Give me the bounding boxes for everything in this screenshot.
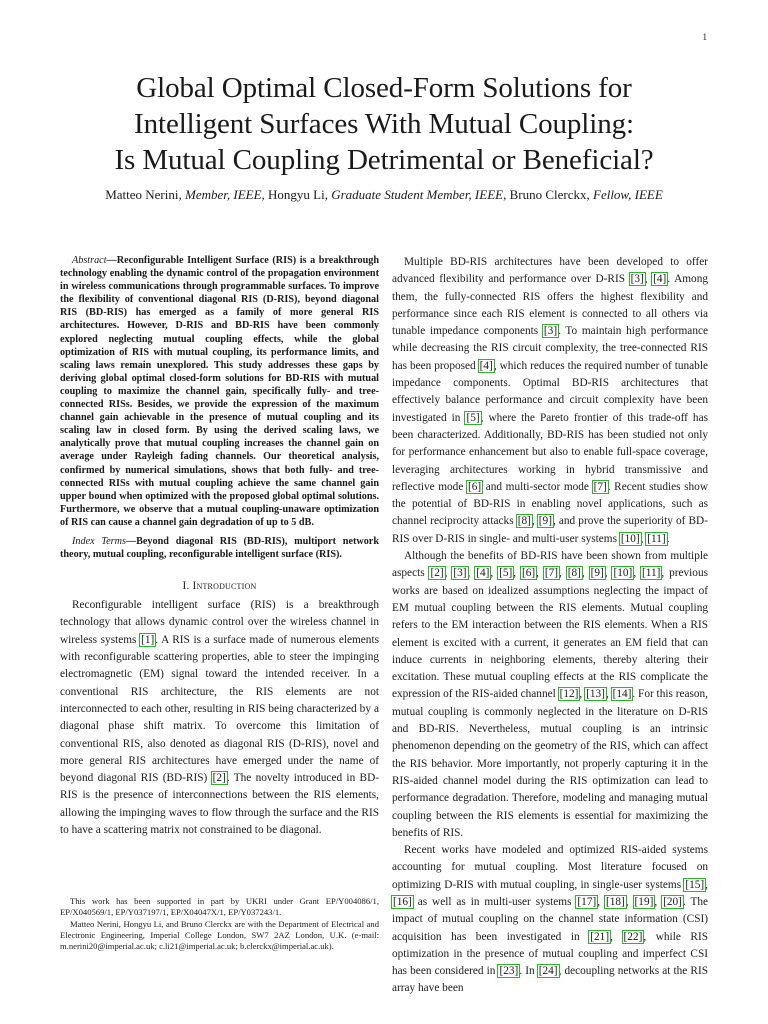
citation-link[interactable]: [4] bbox=[479, 359, 493, 372]
citation-link[interactable]: [5] bbox=[466, 411, 480, 424]
citation-link[interactable]: [24] bbox=[538, 965, 558, 978]
index-terms-text: —Beyond diagonal RIS (BD-RIS), multiport network theory, mutual coupling, reconfigurable intelligent surface (RIS). bbox=[60, 535, 379, 561]
citation-link[interactable]: [21] bbox=[590, 930, 610, 943]
separator: , bbox=[444, 567, 453, 580]
separator: , bbox=[513, 567, 521, 580]
citation-link[interactable]: [7] bbox=[593, 480, 607, 493]
citation-link[interactable]: [15] bbox=[685, 878, 705, 891]
page-number: 1 bbox=[702, 32, 707, 42]
author-3-role: Fellow, IEEE bbox=[593, 187, 663, 202]
separator: , bbox=[654, 895, 663, 908]
text-run: . The impact of mutual coupling on the channel state information (CSI) acquisition has been investigated in bbox=[392, 895, 709, 943]
citation-link[interactable]: [4] bbox=[476, 567, 490, 580]
citation-link[interactable]: [7] bbox=[544, 567, 559, 580]
title-line-3: Is Mutual Coupling Detrimental or Beneficial? bbox=[114, 144, 654, 176]
title-line-2: Intelligent Surfaces With Mutual Coupling: bbox=[134, 108, 634, 140]
section-title: Introduction bbox=[192, 580, 257, 593]
citation-link[interactable]: [13] bbox=[586, 688, 605, 701]
right-column bbox=[392, 254, 708, 998]
footnote-affiliation: Matteo Nerini, Hongyu Li, and Bruno Clerckx are with the Department of Electrical and Electronic Engineering, Imperial College London, SW7 2AZ London, U.K. (e-mail: m.nerini20@imperial.ac.uk; c.li21@imperial.ac.uk; b.clerckx@imperial.ac.uk). bbox=[60, 918, 379, 952]
citation-link[interactable]: [16] bbox=[393, 895, 412, 908]
section-number: I. bbox=[182, 580, 193, 593]
section-heading bbox=[60, 580, 379, 592]
abstract-text: —Reconfigurable Intelligent Surface (RIS) is a breakthrough technology enabling the dynamic control of the propagation environment in wireless communications through programmable surfaces. To improve the flexibility of conventional diagonal RIS (D-RIS), beyond diagonal RIS (BD-RIS) has emerged as a family of more general RIS architectures. However, D-RIS and BD-RIS have been commonly explored neglecting mutual coupling effects, while the global optimization of RIS with mutual coupling, its performance limits, and scaling laws remain unexplored. This study addresses these gaps by deriving global optimal closed-form solutions for BD-RIS with mutual coupling to maximize the channel gain, specifically fully- and tree-connected RISs. Besides, we provide the expression of the maximum channel gain achievable in the presence of mutual coupling and its scaling law in closed form. By using the derived scaling laws, we analytically prove that mutual coupling increases the channel gain on average under Rayleigh fading channels. Our theoretical analysis, confirmed by numerical simulations, shows that both fully- and tree-connected RISs with mutual coupling achieve the same channel gain upper bound when optimized with the proposed global optimal solutions. Furthermore, we observe that a mutual coupling-unaware optimization of RIS can cause a channel gain degradation of up to 5 dB. bbox=[60, 255, 379, 528]
separator: , bbox=[604, 567, 613, 580]
intro-text-3: . The novelty introduced in BD-RIS is the presence of interconnections between the RIS elements, allowing the impinging waves to flow through the surface and the RIS to have a scattering matrix not constrained to be diagonal. bbox=[60, 772, 379, 837]
citation-link[interactable]: [17] bbox=[577, 895, 597, 908]
separator: , bbox=[705, 878, 708, 891]
citation-link[interactable]: [5] bbox=[499, 567, 513, 580]
separator: , bbox=[633, 567, 641, 580]
index-terms-lead: Index Terms bbox=[72, 535, 126, 547]
citation-link[interactable]: [6] bbox=[467, 480, 482, 493]
right-paragraph-2 bbox=[392, 548, 708, 842]
right-paragraph-3 bbox=[392, 842, 708, 998]
text-run: Recent works have modeled and optimized RIS-aided systems accounting for mutual coupling. Most literature focused on optimizing D-RIS with mutual coupling, in single-user systems bbox=[392, 844, 708, 891]
citation-link[interactable]: [12] bbox=[559, 688, 579, 701]
citation-link[interactable]: [2] bbox=[212, 772, 226, 785]
separator: , bbox=[467, 567, 476, 580]
citation-link[interactable]: [9] bbox=[590, 567, 604, 580]
separator: , bbox=[559, 567, 567, 580]
intro-text-2: . A RIS is a surface made of numerous elements with reconfigurable scattering properties, able to steer the impinging electromagnetic (EM) signal toward the intended receiver. In a conventional RIS architecture, the RIS elements are not interconnected to each other, resulting in RIS being characterized by a diagonal phase shift matrix. To overcome this limitation of conventional RIS, also denoted as diagonal RIS (D-RIS), novel and more general RIS architectures have emerged under the name of beyond diagonal RIS (BD-RIS) bbox=[60, 633, 379, 785]
intro-text-1: Reconfigurable intelligent surface (RIS) is a breakthrough technology that allows dynamic control over the wireless channel in wireless systems bbox=[60, 599, 379, 646]
citation-link[interactable]: [11] bbox=[647, 532, 666, 545]
citation-link[interactable]: [8] bbox=[517, 515, 531, 528]
text-run: and multi-sector mode bbox=[482, 480, 593, 493]
text-run: , previous works are based on idealized assumptions neglecting the impact of EM mutual coupling between the RIS elements. Mutual coupling refers to the EM interaction between the RIS elements. When a RIS element is excited with a current, it generates an EM field that can induce currents in neighboring elements, thereby altering their excitation. These mutual coupling effects at the RIS complicate the expression of the RIS-aided channel bbox=[392, 567, 708, 701]
text-run: , bbox=[640, 532, 647, 545]
author-2-role: Graduate Student Member, IEEE bbox=[331, 187, 504, 202]
right-paragraph-1 bbox=[392, 254, 708, 548]
text-run: . Recent studies show the potential of BD-RIS in enabling novel applications, such as channel reciprocity attacks bbox=[392, 480, 708, 528]
citation-link[interactable]: [4] bbox=[653, 273, 667, 286]
text-run: . To maintain high performance while decreasing the RIS circuit complexity, the tree-connected RIS has been proposed bbox=[392, 325, 708, 372]
text-run: , bbox=[531, 515, 538, 528]
text-run: . bbox=[666, 532, 670, 545]
citation-link[interactable]: [10] bbox=[613, 567, 633, 580]
citation-link[interactable]: [10] bbox=[620, 532, 640, 545]
title-line-1: Global Optimal Closed-Form Solutions for bbox=[136, 72, 632, 104]
separator: , bbox=[581, 567, 590, 580]
citation-link[interactable]: [2] bbox=[430, 567, 444, 580]
index-terms bbox=[60, 535, 379, 561]
separator: , bbox=[536, 567, 544, 580]
paper-title bbox=[0, 70, 768, 178]
citation-link[interactable]: [9] bbox=[538, 515, 552, 528]
text-run: , where the Pareto frontier of this trade-off has been characterized. Additionally, BD-RIS has been studied not only for performance enhancement but also to enable full-space coverage, leveraging architectures working in hybrid transmissive and reflective mode bbox=[392, 411, 708, 493]
citation-link[interactable]: [11] bbox=[642, 567, 661, 580]
abstract-lead: Abstract bbox=[72, 255, 107, 266]
citation-link[interactable]: [19] bbox=[634, 895, 654, 908]
text-run: , and prove the superiority of BD-RIS over D-RIS in single- and multi-user systems bbox=[392, 515, 708, 545]
abstract bbox=[60, 254, 379, 529]
text-run: as well as in multi-user systems bbox=[412, 895, 577, 908]
separator: , bbox=[597, 895, 605, 908]
text-run: Although the benefits of BD-RIS have been shown from multiple aspects bbox=[392, 550, 708, 580]
author-1-role: Member, IEEE bbox=[185, 187, 262, 202]
author-3-name: , Bruno Clerckx, bbox=[503, 187, 593, 202]
text-run: , decoupling networks at the RIS array have been bbox=[392, 965, 708, 995]
citation-link[interactable]: [23] bbox=[499, 965, 519, 978]
citation-link[interactable]: [20] bbox=[663, 895, 682, 908]
author-line bbox=[0, 187, 768, 203]
text-run: . In bbox=[519, 965, 538, 978]
left-column bbox=[60, 254, 379, 839]
citation-link[interactable]: [14] bbox=[612, 688, 632, 701]
footnote-funding: This work has been supported in part by UKRI under Grant EP/Y004086/1, EP/X040569/1, EP/Y037197/1, EP/X04047X/1, EP/Y037243/1. bbox=[60, 896, 379, 918]
separator: , bbox=[490, 567, 499, 580]
citation-link[interactable]: [18] bbox=[605, 895, 625, 908]
text-run: , while RIS optimization in the presence of mutual coupling and imperfect CSI has been considered in bbox=[392, 930, 709, 978]
text-run: , bbox=[644, 273, 653, 286]
separator: , bbox=[610, 930, 623, 943]
author-2-name: , Hongyu Li, bbox=[261, 187, 332, 202]
text-run: . Among them, the fully-connected RIS offers the highest flexibility and performance since each RIS element is connected to all others via tunable impedance components bbox=[392, 273, 708, 338]
separator: , bbox=[605, 688, 612, 701]
citation-link[interactable]: [6] bbox=[521, 567, 536, 580]
separator: , bbox=[579, 688, 586, 701]
citation-link[interactable]: [1] bbox=[141, 633, 155, 646]
citation-link[interactable]: [22] bbox=[623, 930, 643, 943]
text-run: Multiple BD-RIS architectures have been developed to offer advanced flexibility and performance over D-RIS bbox=[392, 256, 708, 286]
text-run: , which reduces the required number of tunable impedance components. Optimal BD-RIS architectures that effectively balance performance and circuit complexity have been investigated in bbox=[392, 359, 708, 424]
citation-link[interactable]: [8] bbox=[567, 567, 581, 580]
citation-link[interactable]: [3] bbox=[453, 567, 467, 580]
author-1-name: Matteo Nerini, bbox=[105, 187, 185, 202]
citation-link[interactable]: [3] bbox=[630, 273, 644, 286]
intro-paragraph bbox=[60, 597, 379, 839]
text-run: . For this reason, mutual coupling is commonly neglected in the literature on D-RIS and BD-RIS. Nevertheless, mutual coupling is an intrinsic phenomenon depending on the geometry of the RIS, which can affect the RIS behavior. More importantly, not properly capturing it in the RIS-aided channel model during the RIS optimization can lead to performance degradation. Therefore, modeling and managing mutual coupling between the RIS elements is essential for maximizing the benefits of RIS. bbox=[392, 688, 709, 839]
footnote bbox=[60, 896, 379, 952]
citation-link[interactable]: [3] bbox=[543, 325, 558, 338]
separator: , bbox=[625, 895, 634, 908]
